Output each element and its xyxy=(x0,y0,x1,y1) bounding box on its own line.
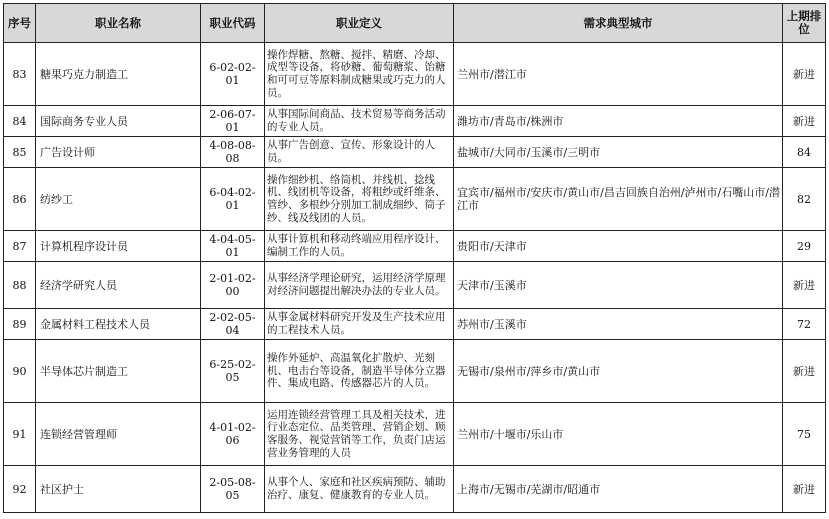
cell-definition: 从事金属材料研究开发及生产技术应用的工程技术人员。 xyxy=(265,309,454,340)
table-row xyxy=(4,309,826,340)
cell-cities: 兰州市/十堰市/乐山市 xyxy=(454,403,783,466)
cell-seq: 88 xyxy=(4,262,36,309)
cell-cities: 潍坊市/青岛市/株洲市 xyxy=(454,106,783,137)
cell-definition: 操作外延炉、高温氧化扩散炉、光刻机、电击台等设备，制造半导体分立器件、集成电路、传感器芯片的人员。 xyxy=(265,340,454,403)
cell-code: 6-02-02-01 xyxy=(201,43,265,106)
table-row xyxy=(4,168,826,231)
table-header-row xyxy=(4,4,826,43)
table-row xyxy=(4,137,826,168)
cell-name: 计算机程序设计员 xyxy=(36,231,201,262)
cell-definition: 从事广告创意、宣传、形象设计的人员。 xyxy=(265,137,454,168)
cell-code: 4-08-08-08 xyxy=(201,137,265,168)
cell-last-rank: 新进 xyxy=(783,340,826,403)
cell-name: 连锁经营管理师 xyxy=(36,403,201,466)
cell-definition: 从事个人、家庭和社区疾病预防、辅助治疗、康复、健康教育的专业人员。 xyxy=(265,466,454,513)
table-row xyxy=(4,43,826,106)
cell-last-rank: 29 xyxy=(783,231,826,262)
cell-seq: 92 xyxy=(4,466,36,513)
cell-name: 国际商务专业人员 xyxy=(36,106,201,137)
cell-cities: 苏州市/玉溪市 xyxy=(454,309,783,340)
header-definition: 职业定义 xyxy=(265,4,454,43)
cell-last-rank: 72 xyxy=(783,309,826,340)
header-name: 职业名称 xyxy=(36,4,201,43)
cell-definition: 操作细纱机、络筒机、并线机、捻线机、线团机等设备，将粗纱或纤维条、管纱、多根纱分别加工制成细纱、筒子纱、线及线团的人员。 xyxy=(265,168,454,231)
cell-definition: 从事经济学理论研究，运用经济学原理对经济问题提出解决办法的专业人员。 xyxy=(265,262,454,309)
cell-seq: 86 xyxy=(4,168,36,231)
cell-definition: 运用连锁经营管理工具及相关技术，进行业态定位、品类管理、营销企划、顾客服务、视觉营销等工作，负责门店运营业务管理的人员 xyxy=(265,403,454,466)
cell-seq: 89 xyxy=(4,309,36,340)
table-row xyxy=(4,106,826,137)
header-code: 职业代码 xyxy=(201,4,265,43)
table-row xyxy=(4,262,826,309)
cell-definition: 从事国际间商品、技术贸易等商务活动的专业人员。 xyxy=(265,106,454,137)
job-demand-table xyxy=(3,3,826,513)
table-row xyxy=(4,466,826,513)
cell-name: 经济学研究人员 xyxy=(36,262,201,309)
cell-last-rank: 新进 xyxy=(783,466,826,513)
cell-name: 金属材料工程技术人员 xyxy=(36,309,201,340)
cell-seq: 87 xyxy=(4,231,36,262)
cell-cities: 盐城市/大同市/玉溪市/三明市 xyxy=(454,137,783,168)
table-row xyxy=(4,231,826,262)
cell-cities: 贵阳市/天津市 xyxy=(454,231,783,262)
cell-code: 6-25-02-05 xyxy=(201,340,265,403)
cell-name: 纺纱工 xyxy=(36,168,201,231)
cell-name: 社区护士 xyxy=(36,466,201,513)
cell-cities: 天津市/玉溪市 xyxy=(454,262,783,309)
cell-code: 2-01-02-00 xyxy=(201,262,265,309)
cell-last-rank: 84 xyxy=(783,137,826,168)
cell-seq: 90 xyxy=(4,340,36,403)
cell-name: 半导体芯片制造工 xyxy=(36,340,201,403)
cell-code: 2-05-08-05 xyxy=(201,466,265,513)
cell-seq: 85 xyxy=(4,137,36,168)
cell-code: 6-04-02-01 xyxy=(201,168,265,231)
cell-last-rank: 新进 xyxy=(783,106,826,137)
cell-seq: 84 xyxy=(4,106,36,137)
header-cities: 需求典型城市 xyxy=(454,4,783,43)
cell-cities: 宜宾市/福州市/安庆市/黄山市/昌吉回族自治州/泸州市/石嘴山市/潜江市 xyxy=(454,168,783,231)
cell-code: 2-02-05-04 xyxy=(201,309,265,340)
cell-name: 广告设计师 xyxy=(36,137,201,168)
cell-cities: 上海市/无锡市/芜湖市/昭通市 xyxy=(454,466,783,513)
table-row xyxy=(4,340,826,403)
table-row xyxy=(4,403,826,466)
cell-code: 4-01-02-06 xyxy=(201,403,265,466)
cell-last-rank: 75 xyxy=(783,403,826,466)
cell-last-rank: 新进 xyxy=(783,43,826,106)
cell-definition: 操作焊糖、熬糖、搅拌、精磨、冷却、成型等设备，将砂糖、葡萄糖浆、饴糖和可可豆等原料制成糖果或巧克力的人员。 xyxy=(265,43,454,106)
cell-cities: 无锡市/泉州市/萍乡市/黄山市 xyxy=(454,340,783,403)
header-last-rank: 上期排位 xyxy=(783,4,826,43)
cell-last-rank: 新进 xyxy=(783,262,826,309)
cell-seq: 83 xyxy=(4,43,36,106)
header-seq: 序号 xyxy=(4,4,36,43)
cell-code: 4-04-05-01 xyxy=(201,231,265,262)
cell-cities: 兰州市/潜江市 xyxy=(454,43,783,106)
cell-code: 2-06-07-01 xyxy=(201,106,265,137)
cell-name: 糖果巧克力制造工 xyxy=(36,43,201,106)
cell-last-rank: 82 xyxy=(783,168,826,231)
cell-seq: 91 xyxy=(4,403,36,466)
cell-definition: 从事计算机和移动终端应用程序设计、编制工作的人员。 xyxy=(265,231,454,262)
job-table-container xyxy=(3,3,826,513)
